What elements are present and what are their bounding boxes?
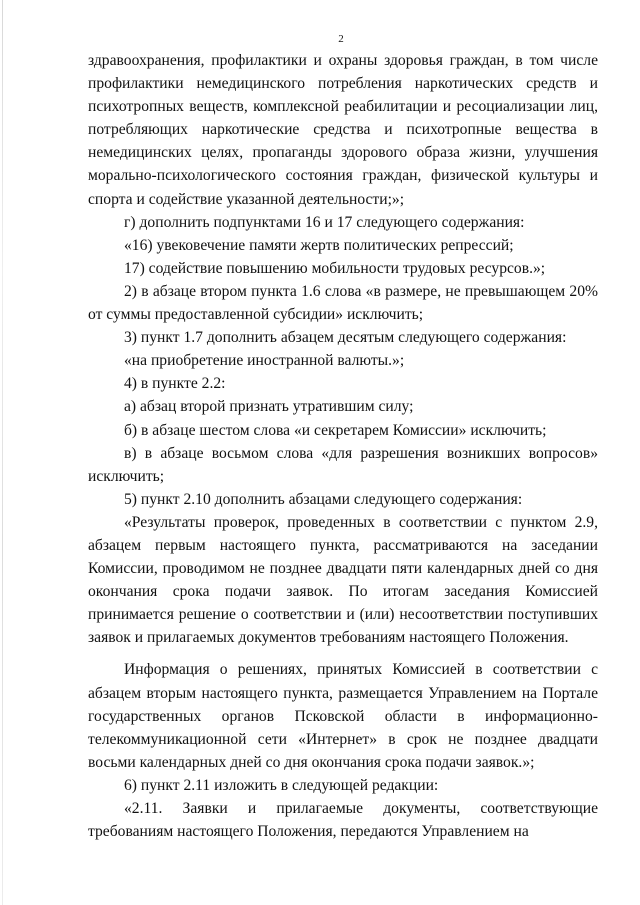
paragraph-quote-results: «Результаты проверок, проведенных в соответствии с пунктом 2.9, абзацем первым настоящего пункта, рассматриваются на заседании Комиссии, проводимом не позднее двадцати пяти календарных дней со дня окончания срока подачи заявок. По итогам заседания Комиссией принимается решение о соответствии и (или) несоответствии поступивших заявок и прилагаемых документов требованиям настоящего Положения. — [88, 513, 598, 647]
paragraph-quote-currency: «на приобретение иностранной валюты.»; — [124, 352, 405, 370]
paragraph-point-5: 5) пункт 2.10 дополнить абзацами следующего содержания: — [124, 490, 523, 508]
paragraph-point-6: 6) пункт 2.11 изложить в следующей редакции: — [124, 776, 439, 794]
page-number: 2 — [338, 33, 344, 45]
scan-edge — [2, 0, 3, 905]
paragraph-point-3: 3) пункт 1.7 дополнить абзацем десятым следующего содержания: — [124, 329, 567, 347]
paragraph-quote-2-11: «2.11. Заявки и прилагаемые документы, соответствующие требованиям настоящего Положения, передаются Управлением на — [88, 800, 598, 841]
paragraph-item-g: г) дополнить подпунктами 16 и 17 следующего содержания: — [124, 213, 525, 231]
paragraph-continuation: здравоохранения, профилактики и охраны здоровья граждан, в том числе профилактики немедицинского потребления наркотических средств и психотропных веществ, комплексной реабилитации и ресоциализации лиц, потребляющих наркотические средства и психотропные вещества в немедицинских целях, пропаганды здорового образа жизни, улучшения морально-психологического состояния граждан, физической культуры и спорта и содействие указанной деятельности;»; — [88, 52, 598, 208]
paragraph-point-2: 2) в абзаце втором пункта 1.6 слова «в размере, не превышающем 20% от суммы предоставленной субсидии» исключить; — [88, 282, 598, 324]
paragraph-point-4: 4) в пункте 2.2: — [124, 375, 226, 393]
paragraph-subitem-16: «16) увековечение памяти жертв политических репрессий; — [124, 236, 514, 254]
paragraph-item-b: б) в абзаце шестом слова «и секретарем Комиссии» исключить; — [124, 421, 547, 439]
paragraph-item-a: а) абзац второй признать утратившим силу; — [124, 398, 414, 416]
paragraph-quote-information: Информация о решениях, принятых Комиссией в соответствии с абзацем вторым настоящего пункта, размещается Управлением на Портале государственных органов Псковской области в информационно-телекоммуникационной сети «Интернет» в срок не позднее двадцати восьми календарных дней со дня окончания срока подачи заявок.»; — [88, 661, 598, 771]
paragraph-item-v: в) в абзаце восьмом слова «для разрешения возникших вопросов» исключить; — [88, 444, 598, 485]
document-body — [88, 49, 598, 843]
paragraph-subitem-17: 17) содействие повышению мобильности трудовых ресурсов.»; — [124, 259, 546, 277]
